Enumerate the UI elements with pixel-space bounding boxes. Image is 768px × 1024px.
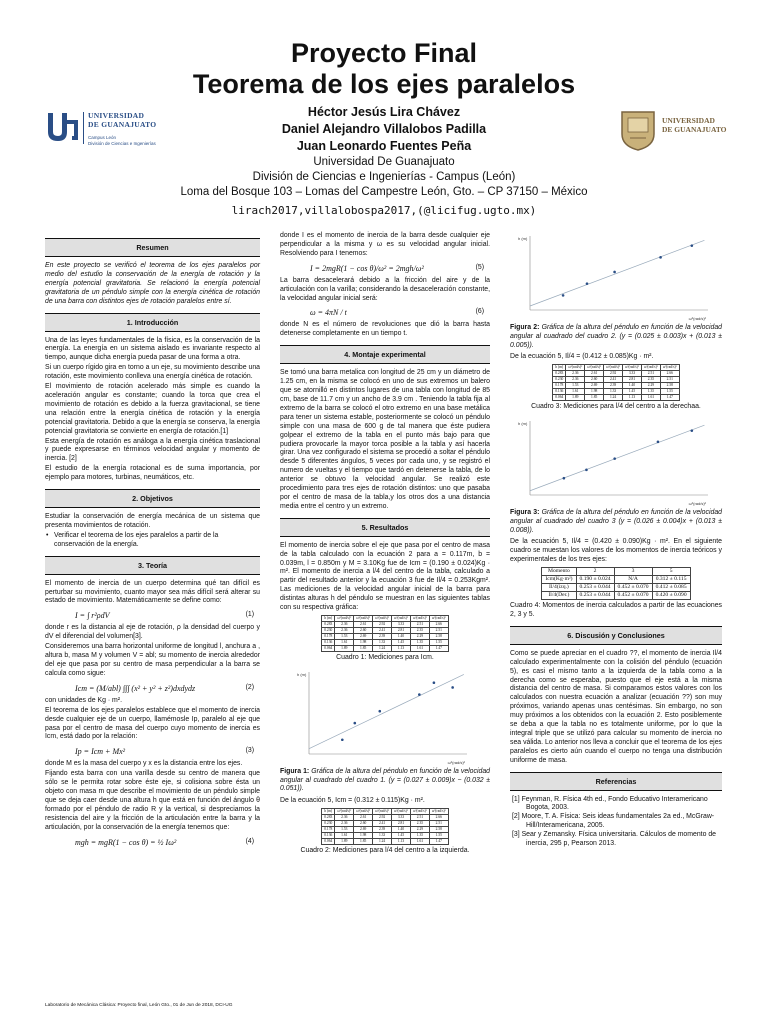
table-cell: 1.33 xyxy=(604,389,623,395)
eq1-number: (1) xyxy=(245,611,254,619)
moments-cell: 0.312 ± 0.115 xyxy=(652,576,690,584)
table-cell: 1.53 xyxy=(335,634,354,640)
section-montaje: 4. Montaje experimental xyxy=(280,345,490,364)
intro-p2: Si un cuerpo rígido gira en torno a un eje, su movimiento describe una rotación, este movimiento conlleva una energía cinética de rotación. xyxy=(45,364,260,381)
table-cell: ω²(rad/s)² xyxy=(429,809,448,815)
section-referencias: Referencias xyxy=(510,772,722,791)
table-cell: ω²(rad/s)² xyxy=(566,365,585,371)
table-cell: 2.51 xyxy=(410,815,429,821)
fig2-text: Gráfica de la altura del péndulo en función de la velocidad angular al cuadrado del cuadro 2. (y = (0.025 ± 0.003)x + (0.013 ± 0.005)). xyxy=(510,324,722,349)
table-cell: 0.178 xyxy=(322,634,335,640)
table-cell: 0.064 xyxy=(322,839,335,845)
table-cell: 1.40 xyxy=(392,827,411,833)
table-cell: 2.51 xyxy=(429,628,448,634)
data-point xyxy=(353,722,356,725)
moments-cell: 0.452 ± 0.070 xyxy=(614,584,652,592)
table-cell: 1.61 xyxy=(410,646,429,652)
table-cell: 1.98 xyxy=(585,389,604,395)
fig2-label: Figura 2: xyxy=(510,324,540,331)
fig3-text: Gráfica de la altura del péndulo en función de la velocidad angular al cuadrado del cuadro 3 (y = (0.026 ± 0.004)x + (0.013 ± 0.008)). xyxy=(510,509,722,534)
abstract: En este proyecto se verificó el teorema de los ejes paralelos por medio del estudio la conservación de la energía de rotación y la energía potencial gravitatoria. Se relacionó la energía potencial gravitatoria de un péndulo simple con la energía cinética de rotación de una barra con distintos ejes de rotación paralelos entre sí. xyxy=(45,262,260,305)
x-axis-label: ω²(rad/s)² xyxy=(447,759,465,765)
table-cell: 1.45 xyxy=(392,833,411,839)
teoria-p1: El momento de inercia de un cuerpo determina qué tan difícil es perturbar su movimiento, cuanto mayor sea más difícil será alterar su estado de movimiento. Matemáticamente se define como: xyxy=(45,579,260,605)
table-cell: 2.66 xyxy=(429,815,448,821)
moments-cell: Momento xyxy=(542,568,576,576)
table-cell: 0.136 xyxy=(322,640,335,646)
table-row xyxy=(553,395,680,401)
data-point xyxy=(341,738,344,741)
teoria-p3: Consideremos una barra horizontal uniforme de longitud l, anchura a , altura b, masa M y volumen V = abl; su momento de inercia alrededor del eje que pasa por su centro de masa perpendicular a la barra se calcula como sigue: xyxy=(45,643,260,677)
table-cell: 0.178 xyxy=(553,383,566,389)
teoria-p2: donde r es la distancia al eje de rotación, ρ la densidad del cuerpo y dV el diferencial del volumen[3]. xyxy=(45,624,260,641)
intro-p4: Esta energía de rotación es análoga a la energía cinética traslacional y puede expresarse en términos velocidad angular y momento de inercia. [2] xyxy=(45,437,260,463)
col2-p2: La barra desacelerará debido a la fricción del aire y de la articulación con la varilla; considerando la desaceleración constante, la velocidad angular inicial será: xyxy=(280,276,490,302)
table-cell: 2.35 xyxy=(410,628,429,634)
data-table-1 xyxy=(321,615,449,652)
table-cell: ω²(rad/s)² xyxy=(660,365,679,371)
figure-2-plot xyxy=(516,230,716,322)
section-discusion: 6. Discusión y Conclusiones xyxy=(510,626,722,645)
teoria-p7: Fijando esta barra con una varilla desde su centro de manera que sólo se le permita rotar sobre éste eje, si colisiona sobre ésta un objeto con masa m que describe el movimiento de un péndulo simple que se deja caer desde una altura h que está en función del ángulo θ formado por el péndulo de radio R y la vertical, si despreciamos la resistencia del aire y la fricción de la articulación entre la barra y la articulación, por la conservación de la energía tenemos que: xyxy=(45,770,260,831)
logo-left-name: UNIVERSIDAD xyxy=(88,111,145,120)
y-axis-label: h (m) xyxy=(518,236,528,241)
x-axis-label: ω²(rad/s)² xyxy=(688,316,706,321)
table-cell: 0.136 xyxy=(553,389,566,395)
eq4-number: (4) xyxy=(245,837,254,845)
col2-p3: donde N es el número de revoluciones que dió la barra hasta detenerse completamente en un tiempo t. xyxy=(280,321,490,338)
reference-3: [3] Sear y Zemansky. Física universitaria. Cálculos de momento de inercia, 295 p, Pearson 2013. xyxy=(512,831,716,848)
data-point xyxy=(585,469,588,472)
table-cell: 2.51 xyxy=(429,821,448,827)
author-2: Daniel Alejandro Villalobos Padilla xyxy=(281,122,487,136)
table-cell: 1.47 xyxy=(429,839,448,845)
ug-shield-icon xyxy=(618,108,658,152)
table-cell: 2.58 xyxy=(429,634,448,640)
data-point xyxy=(378,710,381,713)
fit-line xyxy=(309,674,464,748)
moments-cell: 0.452 ± 0.070 xyxy=(614,592,652,600)
data-point xyxy=(586,282,589,285)
data-table-2 xyxy=(321,808,449,845)
column-2 xyxy=(280,232,490,859)
table-cell: ω²(rad/s)² xyxy=(585,365,604,371)
table-cell: 2.35 xyxy=(641,377,660,383)
fit-line xyxy=(530,240,704,306)
table-cell: 2.51 xyxy=(410,622,429,628)
ug-logo-right xyxy=(618,108,728,166)
section-intro: 1. Introducción xyxy=(45,313,260,332)
table-cell: 0.230 xyxy=(322,821,335,827)
emails: lirach2017,villalobospa2017,(@licifug.ugto.mx) xyxy=(231,204,537,217)
table-cell: 0.064 xyxy=(322,646,335,652)
equation-2 xyxy=(45,680,260,697)
table-cell: 1.89 xyxy=(335,646,354,652)
data-point xyxy=(691,244,694,247)
eq3-number: (3) xyxy=(245,747,254,755)
table-cell: 1.55 xyxy=(429,833,448,839)
data-point xyxy=(657,441,660,444)
table-cell: h (m) xyxy=(322,809,335,815)
eq5-number: (5) xyxy=(475,263,484,271)
table-cell: 2.81 xyxy=(623,377,642,383)
moments-cell: 2 xyxy=(576,568,614,576)
table-cell: ω²(rad/s)² xyxy=(623,365,642,371)
y-axis-label: h (m) xyxy=(518,421,528,427)
moments-cell: 0.253 ± 0.044 xyxy=(576,592,614,600)
eq5-body: I = 2mgR(1 − cos θ)/ω² = 2mgh/ω² xyxy=(310,263,424,273)
cuadro4-caption: Cuadro 4: Momentos de inercia calculados a partir de las ecuaciones 2, 3 y 5. xyxy=(510,602,722,618)
fig1-text: Gráfica de la altura del péndulo en función de la velocidad angular al cuadrado del cuadro 1. (y = (0.027 ± 0.009)x − (0.032 ± 0.051)). xyxy=(280,767,490,793)
moments-header-row xyxy=(542,568,690,576)
teoria-p4: con unidades de Kg · m². xyxy=(45,696,122,704)
table-cell: 1.85 xyxy=(354,839,373,845)
table-cell: 2.69 xyxy=(354,634,373,640)
figure-1-caption xyxy=(280,768,490,794)
table-cell: 1.24 xyxy=(604,395,623,401)
fit-line xyxy=(530,425,704,491)
reference-2: [2] Moore, T. A. Física: Seis ideas fundamentales 2a ed., McGraw-Hill/Interamericana, 2005. xyxy=(512,813,715,830)
table-cell: 2.39 xyxy=(373,827,392,833)
eq2-number: (2) xyxy=(245,683,254,691)
table-cell: 2.36 xyxy=(335,622,354,628)
table-cell: 1.47 xyxy=(660,395,679,401)
discusion-text: Como se puede apreciar en el cuadro ??, el momento de inercia Il/4 calculado experimentalmente con la colisión del péndulo (ecuación 5), es casi el mismo tanto a la izquierda de la tabla como a la derecha como se esperaba, puesto que el eje está a la misma distancia del centro de masa. Si comparamos estos valores con los calculados con nuestra ecuación a analizar (ecuación ??) son muy próximos, variando apenas unas centésimas. Sin embargo, no son muy próximos a los obtenidos con la ecuación 2. Esto posiblemente se deba a que la tabla no es totalmente uniforme, por lo que la integral triple que se utilizó para calcular su momento de inercia no sea válida. Lo anterior nos lleva a concluir que el teorema de los ejes paralelos es cierto aún cuando el cuerpo no tenga una distribución uniforme de masa. xyxy=(510,649,722,764)
table-cell: ω²(rad/s)² xyxy=(335,809,354,815)
affiliation-3: Loma del Bosque 103 – Lomas del Campestre León, Gto. – CP 37150 – México xyxy=(180,186,588,198)
column-1 xyxy=(45,232,260,851)
y-axis-label: h (m) xyxy=(297,671,307,677)
affiliation-2: División de Ciencias e Ingenierías - Campus (León) xyxy=(252,171,516,183)
equation-3 xyxy=(45,743,260,760)
table-cell: 2.51 xyxy=(641,371,660,377)
table-cell: ω²(rad/s)² xyxy=(354,809,373,815)
table-cell: ω²(rad/s)² xyxy=(410,809,429,815)
equation-1 xyxy=(45,607,260,624)
moments-row xyxy=(542,584,690,592)
table-cell: ω²(rad/s)² xyxy=(373,616,392,622)
table-cell: 1.24 xyxy=(373,839,392,845)
logo-right-name2: DE GUANAJUATO xyxy=(662,125,727,134)
table-cell: 1.98 xyxy=(354,833,373,839)
figure-3-plot xyxy=(516,415,716,507)
table-cell: ω²(rad/s)² xyxy=(335,616,354,622)
fig3-label: Figura 3: xyxy=(510,509,540,517)
table-cell: ω²(rad/s)² xyxy=(392,809,411,815)
table-cell: 1.61 xyxy=(641,395,660,401)
table-cell: 1.13 xyxy=(392,839,411,845)
table-cell: 2.81 xyxy=(392,628,411,634)
table-cell: 2.29 xyxy=(410,634,429,640)
table-cell: 1.35 xyxy=(641,389,660,395)
section-resumen: Resumen xyxy=(45,238,260,257)
cuadro3-caption: Cuadro 3: Mediciones para l/4 del centro a la derechaa. xyxy=(531,403,701,411)
table-cell: ω²(rad/s)² xyxy=(354,616,373,622)
table-cell: 1.89 xyxy=(335,839,354,845)
ec5-l4-izq: De la ecuación 5, Il/4 = (0.412 ± 0.085)Kg · m². xyxy=(510,353,654,361)
table-cell: ω²(rad/s)² xyxy=(392,616,411,622)
eq4-body: mgh = mgR(1 − cos θ) = ½ Iω² xyxy=(75,837,177,847)
intro-p1: Una de las leyes fundamentales de la física, es la conservación de la energía. La energía en un sistema aislado es invariante respecto al tiempo, aunque dicha energía pueda pasar de una forma a otra. xyxy=(45,336,260,362)
table-cell: 1.24 xyxy=(373,646,392,652)
data-point xyxy=(418,693,421,696)
moments-cell: Icm(Kg·m²) xyxy=(542,576,576,584)
reference-1: [1] Feynman, R. Física 4th ed., Fondo Educativo Interamericano Bogota, 2003. xyxy=(512,795,708,812)
intro-p5: El estudio de la energía rotacional es de suma importancia, por ejemplo para motores, turbinas, neumáticos, etc. xyxy=(45,465,260,482)
table-cell: 2.36 xyxy=(335,821,354,827)
teoria-p5: El teorema de los ejes paralelos establece que el momento de inercia desde cualquier eje de un cuerpo, llamémosle Ip, paralelo al eje que pasa por el centro de masa del cuerpo cuyo momento de inercia es Icm, está dado por la relación: xyxy=(45,706,260,741)
affiliation-1: Universidad De Guanajuato xyxy=(313,156,455,168)
moments-table xyxy=(541,567,690,600)
table-cell: 2.41 xyxy=(373,628,392,634)
table-cell: 1.85 xyxy=(354,646,373,652)
table-cell: 2.36 xyxy=(566,371,585,377)
eq3-body: Ip = Icm + Mx² xyxy=(75,747,126,757)
data-point xyxy=(691,429,694,432)
data-point xyxy=(659,256,662,259)
moments-row xyxy=(542,592,690,600)
table-cell: 2.41 xyxy=(373,821,392,827)
table-cell: 2.58 xyxy=(429,827,448,833)
data-point xyxy=(563,477,566,480)
table-cell: 2.66 xyxy=(660,371,679,377)
moments-cell: 0.190 ± 0.024 xyxy=(576,576,614,584)
moments-cell: Il/4(izq.) xyxy=(542,584,576,592)
table-cell: 2.92 xyxy=(373,815,392,821)
footer: Laboratorio de Mecánica Clásica: Proyecto final, León Gto., 01 de Jun de 2018, DCI-UG xyxy=(45,1003,233,1008)
equation-6 xyxy=(280,304,490,321)
column-3 xyxy=(510,230,722,849)
table-cell: h (m) xyxy=(553,365,566,371)
ec5-icm: De la ecuación 5, Icm = (0.312 ± 0.115)Kg · m². xyxy=(280,797,425,805)
table-cell: 1.40 xyxy=(392,634,411,640)
table-cell: 2.29 xyxy=(641,383,660,389)
table-cell: 1.35 xyxy=(410,640,429,646)
table-cell: 0.283 xyxy=(553,371,566,377)
table-cell: 2.51 xyxy=(660,377,679,383)
table-cell: 1.45 xyxy=(392,640,411,646)
objetivos-list xyxy=(45,532,260,550)
table-cell: 2.60 xyxy=(585,377,604,383)
ec5-l4-der: De la ecuación 5, Il/4 = (0.420 ± 0.090)Kg · m². En el siguiente cuadro se muestan los valores de los momentos de inercia teóricos y experimentales de los tres ejes: xyxy=(510,538,722,564)
table-cell: 2.61 xyxy=(585,371,604,377)
x-axis-label: ω²(rad/s)² xyxy=(688,501,706,507)
equation-5 xyxy=(280,260,490,277)
table-cell: 1.55 xyxy=(660,389,679,395)
title-line1: Proyecto Final xyxy=(290,38,478,68)
table-cell: 2.36 xyxy=(335,628,354,634)
moments-cell: Il/4(Der.) xyxy=(542,592,576,600)
figure-1-plot xyxy=(295,666,475,766)
eq1-body: I = ∫ r²ρdV xyxy=(75,611,110,621)
table-cell: 2.60 xyxy=(354,628,373,634)
table-cell: 0.230 xyxy=(322,628,335,634)
logo-right-name: UNIVERSIDAD xyxy=(662,116,715,125)
data-point xyxy=(613,271,616,274)
moments-row xyxy=(542,576,690,584)
moments-cell: N/A xyxy=(614,576,652,584)
table-cell: 2.35 xyxy=(410,821,429,827)
table-cell: 0.178 xyxy=(322,827,335,833)
table-cell: ω²(rad/s)² xyxy=(429,616,448,622)
logo-left-sub2: División de Ciencias e Ingenierías xyxy=(88,141,156,146)
objetivos-bullet: • Verificar el teorema de los ejes paralelos a partir de la conservación de la energía. xyxy=(45,532,260,550)
title-line2: Teorema de los ejes paralelos xyxy=(192,69,576,99)
montaje-text: Se tomó una barra metalica con longitud de 25 cm y un diámetro de 1.25 cm, en la misma se colocó en uno de sus extremos un balero que se atornilló en distintos lugares de una tabla con longitud de 85 cm, base de 11.7 cm y un ancho de 3.9 cm . Teniendo la tabla fija al extremo de la barra se colocó el otro extremo en una base metálica para tener un sistema estable, posteriormente se colocó un péndulo simple con una masa de 600 g de tal manera que éste pudiera golpear el extremo de la tabla en el punto más bajo para que pudiera provocarle la mayor torca posible a la tabla y así hacerla girar. Una vez configurado el sistema se procedió a soltar el péndulo desde 5 diferentes ángulos, 5 veces por cada uno, y se registró el numero de vueltas y el tiempo que tardó en detenerse la tabla, de lo anterior se obtuvo la velocidad angular. Se realizó este procedimiento para tres ejes de rotación distintos: uno que pasaba por el centro de masa de la tabla,y los otros dos a una distancia media entre el centro y un extremo. xyxy=(280,369,490,510)
table-cell: 1.45 xyxy=(623,389,642,395)
moments-cell: 0.420 ± 0.090 xyxy=(652,592,690,600)
fig1-label: Figura 1: xyxy=(280,767,310,775)
cuadro2-caption: Cuadro 2: Mediciones para l/4 del centro a la izquierda. xyxy=(300,847,470,855)
section-resultados: 5. Resultados xyxy=(280,518,490,537)
table-cell: 2.39 xyxy=(604,383,623,389)
table-cell: 2.92 xyxy=(373,622,392,628)
figure-3-caption xyxy=(510,509,722,535)
data-point xyxy=(451,686,454,689)
intro-p3: El movimiento de rotación acelerado más simple es cuando la aceleración angular es constante; cuando la torca que crea el movimiento de rotación es debido a la fuerza gravitacional, se tiene una relación entre la energía cinética de rotación y la energía potencial gravitatoria. Debido a que la energía se conserva, la energía potencial gravitatoria se convierte en energía de rotación.[1] xyxy=(45,383,260,435)
table-cell: 1.61 xyxy=(335,833,354,839)
table-cell: 2.36 xyxy=(335,815,354,821)
logo-left-sub1: Campus León xyxy=(88,135,117,140)
table-cell: 2.60 xyxy=(354,821,373,827)
moments-cell: 5 xyxy=(652,568,690,576)
table-cell: 1.61 xyxy=(410,839,429,845)
table-cell: 2.66 xyxy=(429,622,448,628)
section-teoria: 3. Teoría xyxy=(45,556,260,575)
equation-4 xyxy=(45,834,260,851)
ug-emblem-icon xyxy=(45,110,79,144)
table-cell: 1.53 xyxy=(566,383,585,389)
table-cell: 1.98 xyxy=(354,640,373,646)
table-cell: 1.40 xyxy=(623,383,642,389)
section-objetivos: 2. Objetivos xyxy=(45,489,260,508)
data-point xyxy=(433,681,436,684)
table-row xyxy=(322,839,449,845)
table-cell: 3.33 xyxy=(392,815,411,821)
moments-cell: 3 xyxy=(614,568,652,576)
teoria-p6: donde M es la masa del cuerpo y x es la distancia entre los ejes. xyxy=(45,760,243,768)
moments-cell: 0.253 ± 0.044 xyxy=(576,584,614,592)
table-cell: h (m) xyxy=(322,616,335,622)
table-cell: 1.13 xyxy=(623,395,642,401)
col2-p1: donde I es el momento de inercia de la barra desde cualquier eje perpendicular a la misma y ω es su velocidad angular inicial. Resolviendo para I tenemos: xyxy=(280,232,490,257)
data-point xyxy=(562,294,565,297)
table-cell: 2.29 xyxy=(410,827,429,833)
table-cell: ω²(rad/s)² xyxy=(604,365,623,371)
table-cell: 2.81 xyxy=(392,821,411,827)
table-cell: 0.283 xyxy=(322,815,335,821)
table-cell: 2.39 xyxy=(373,634,392,640)
figure-2-caption xyxy=(510,324,722,350)
table-cell: 2.58 xyxy=(660,383,679,389)
author-1: Héctor Jesús Lira Chávez xyxy=(307,105,461,119)
table-cell: 1.85 xyxy=(585,395,604,401)
table-cell: ω²(rad/s)² xyxy=(641,365,660,371)
table-cell: 2.61 xyxy=(354,815,373,821)
table-cell: 2.41 xyxy=(604,377,623,383)
table-cell: 0.283 xyxy=(322,622,335,628)
table-cell: 2.36 xyxy=(566,377,585,383)
table-cell: ω²(rad/s)² xyxy=(410,616,429,622)
table-row xyxy=(322,646,449,652)
author-3: Juan Leonardo Fuentes Peña xyxy=(296,139,472,153)
moments-cell: 0.412 ± 0.085 xyxy=(652,584,690,592)
table-cell: 0.064 xyxy=(553,395,566,401)
table-cell: 1.55 xyxy=(429,640,448,646)
table-cell: 1.47 xyxy=(429,646,448,652)
table-cell: 0.136 xyxy=(322,833,335,839)
table-cell: 3.33 xyxy=(392,622,411,628)
table-cell: 0.230 xyxy=(553,377,566,383)
table-cell: ω²(rad/s)² xyxy=(373,809,392,815)
objetivos-text: Estudiar la conservación de energía mecánica de un sistema que presenta movimientos de rotación. xyxy=(45,513,260,529)
table-cell: 1.53 xyxy=(335,827,354,833)
table-cell: 2.69 xyxy=(585,383,604,389)
table-cell: 2.92 xyxy=(604,371,623,377)
table-cell: 1.33 xyxy=(373,640,392,646)
eq2-body: Icm = (M/abl) ∫∫∫ (x² + y² + z²)dxdydz xyxy=(75,683,196,693)
data-point xyxy=(613,457,616,460)
table-cell: 1.89 xyxy=(566,395,585,401)
table-cell: 1.13 xyxy=(392,646,411,652)
table-cell: 1.35 xyxy=(410,833,429,839)
logo-left-name2: DE GUANAJUATO xyxy=(88,120,157,129)
table-cell: 1.61 xyxy=(335,640,354,646)
eq6-body: ω = 4πN / t xyxy=(310,308,347,318)
eq6-number: (6) xyxy=(475,308,484,316)
table-cell: 2.69 xyxy=(354,827,373,833)
ug-logo-left xyxy=(45,108,175,158)
table-cell: 3.33 xyxy=(623,371,642,377)
table-cell: 1.33 xyxy=(373,833,392,839)
cuadro1-caption: Cuadro 1: Mediciones para Icm. xyxy=(336,654,434,661)
data-table-3 xyxy=(552,364,680,401)
table-cell: 1.61 xyxy=(566,389,585,395)
table-cell: 2.61 xyxy=(354,622,373,628)
resultados-text: El momento de inercia sobre el eje que pasa por el centro de masa de la tabla calculado con la ecuación 2 para a = 0.117m, b = 0.039m, l = 0.850m y M = 3.10Kg fue de Icm = (0.190 ± 0.024)Kg · m². El momento de inercia a l/4 del centro de la tabla, calculado a partir del resultado anterior y la ecuación 3 fue de Il/4 = 0.253Kgm². Las mediciones de la velocidad angular inicial de la barra para distintas alturas h del péndulo se muestran en las siguientes tablas con su respectiva gráfica: xyxy=(280,541,490,612)
